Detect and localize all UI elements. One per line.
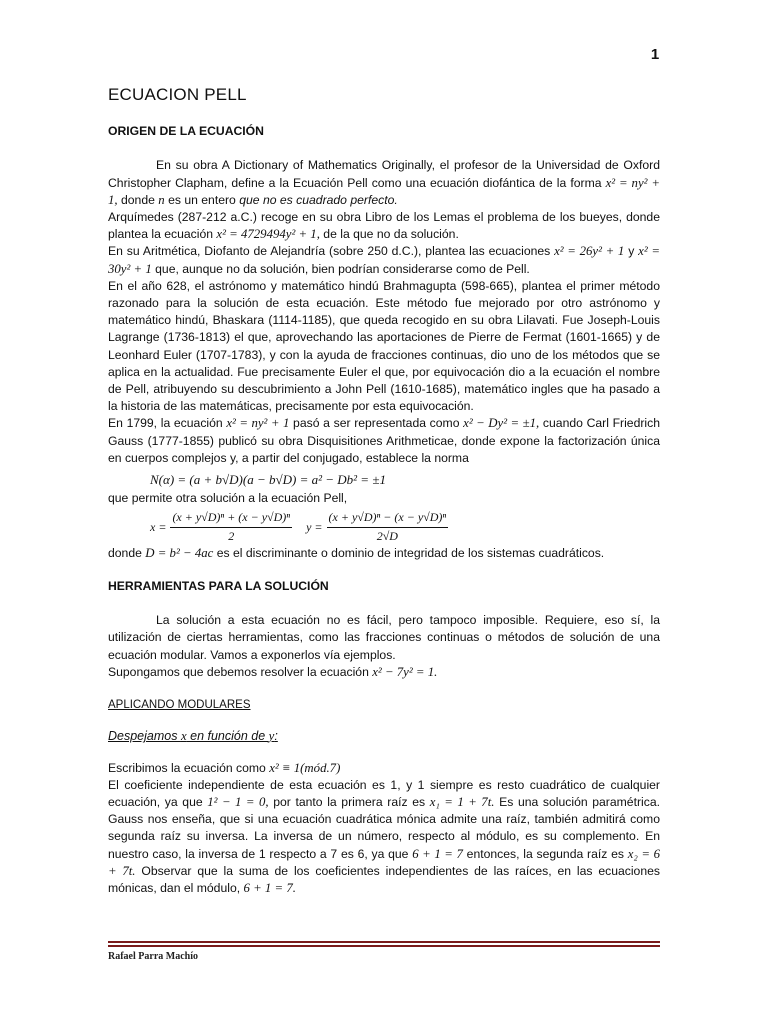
- equation: D = b² − 4ac: [145, 545, 214, 560]
- paragraph: La solución a esta ecuación no es fácil, pero tampoco imposible. Requiere, eso sí, la utilización de ciertas herramientas, como las fracciones continuas o métodos de solución de una ecuación modular. Vamos a exponerlos vía ejemplos.: [108, 613, 660, 662]
- fraction-denominator: 2: [228, 528, 235, 543]
- fraction-denominator: 2√D: [376, 528, 398, 543]
- equation: 6 + 1 = 7: [412, 846, 463, 861]
- paragraph: Supongamos que debemos resolver la ecuación x² − 7y² = 1.: [108, 664, 438, 679]
- section-heading-herramientas: HERRAMIENTAS PARA LA SOLUCIÓN: [108, 579, 329, 594]
- section-heading-origen: ORIGEN DE LA ECUACIÓN: [108, 124, 264, 139]
- paragraph: El coeficiente independiente de esta ecuación es 1, y 1 siempre es resto cuadrático de cualquier ecuación, ya que 1² − 1 = 0, por tanto la primera raíz es x₁ = 1 + 7t. Es una solución paramétrica. Gauss nos enseña, que si una ecuación cuadrática mónica admite una raíz, también admitirá como segunda raíz su inversa. La inversa de un número, respecto al módulo, es su complemento. En nuestro caso, la inversa de 1 respecto a 7 es 6, ya que 6 + 1 = 7 entonces, la segunda raíz es x₂ = 6 + 7t. Observar que la suma de los coeficientes independientes de las raíces, en las ecuaciones mónicas, dan el módulo, 6 + 1 = 7.: [108, 777, 661, 895]
- paragraph: Escribimos la ecuación como x² ≡ 1(mód.7): [108, 760, 341, 775]
- equation: x² = 30y² + 1: [108, 244, 660, 276]
- paragraph: que permite otra solución a la ecuación Pell,: [108, 491, 348, 506]
- variable: n: [158, 192, 165, 207]
- fraction-numerator: (x + y√D)ⁿ + (x − y√D)ⁿ: [170, 509, 292, 527]
- equation: x² − Dy² = ±1,: [463, 416, 540, 431]
- equation: x² − 7y² = 1.: [372, 664, 438, 679]
- paragraph: donde D = b² − 4ac es el discriminante o dominio de integridad de los sistemas cuadráticos.: [108, 545, 605, 560]
- document-title: ECUACION PELL: [108, 85, 247, 104]
- equation: x² = ny² + 1: [226, 416, 290, 431]
- equation: x² = 26y² + 1: [554, 244, 625, 259]
- page-number: 1: [650, 46, 660, 63]
- formula-y: y = $\frac{\text{(x + y√D)ⁿ − (x − y√D)ⁿ}}{2√D}$: [306, 509, 448, 544]
- equation: x² ≡ 1(mód.7): [269, 760, 341, 775]
- paragraph: En su obra A Dictionary of Mathematics Originally, el profesor de la Universidad de Oxford Christopher Clapham, define a la Ecuación Pell como una ecuación diofántica de la forma x² = ny² + 1, donde n es un entero que no es cuadrado perfecto.: [108, 158, 660, 207]
- paragraph: En el año 628, el astrónomo y matemático hindú Brahmagupta (598-665), plantea el primer método razonado para la solución de esta ecuación. Este método fue mejorado por otro astrónomo y matemático hindú, Bhaskara (1114-1185), que queda recogido en su obra Lilavati. Fue Joseph-Louis Lagrange (1736-1813) el que, aprovechando las aportaciones de Pierre de Fermat (1601-1665) y de Leonhard Euler (1707-1783), y con la ayuda de fracciones continuas, dio uno de los métodos que se aplica en la actualidad. Fue precisamente Euler el que, por equivocación dio a la ecuación el nombre de Pell, atribuyendo su descubrimiento a John Pell (1610-1685), matemático ingles que ha pasado a la historia de las matemáticas, precisamente por esta equivocación.: [108, 278, 660, 414]
- equation: x² = 4729494y² + 1,: [216, 227, 320, 242]
- document-body: [108, 86, 660, 897]
- footer-author: Rafael Parra Machío: [108, 951, 198, 962]
- fraction-numerator: (x + y√D)ⁿ − (x − y√D)ⁿ: [327, 509, 449, 527]
- paragraph: En 1799, la ecuación x² = ny² + 1 pasó a ser representada como x² − Dy² = ±1, cuando Carl Friedrich Gauss (1777-1855) publicó su obra Disquisitiones Arithmeticae, donde expone la factorización única en cuerpos complejos y, a partir del conjugado, establece la norma: [108, 416, 660, 465]
- norm-equation: N(α) = (a + b√D)(a − b√D) = a² − Db² = ±1: [150, 472, 386, 488]
- equation: 6 + 1 = 7.: [243, 880, 296, 895]
- footer-rule: [108, 945, 660, 947]
- equation: 1² − 1 = 0,: [207, 794, 269, 809]
- paragraph: En su Aritmética, Diofanto de Alejandría (sobre 250 d.C.), plantea las ecuaciones x² = 26y² + 1 y x² = 30y² + 1 que, aunque no da solución, bien podrían considerarse como de Pell.: [108, 244, 660, 276]
- subsection-heading: Despejamos x en función de y:: [108, 729, 278, 744]
- solution-formulas: [150, 509, 660, 544]
- paragraph: Arquímedes (287-212 a.C.) recoge en su obra Libro de los Lemas el problema de los bueyes, donde plantea la ecuación x² = 4729494y² + 1, de la que no da solución.: [108, 210, 660, 242]
- equation: x² = ny² + 1,: [108, 175, 660, 207]
- footer-rule: [108, 941, 660, 943]
- equation: x₂ = 6 + 7t.: [108, 846, 661, 878]
- formula-x: x = $\frac{\text{(x + y√D)ⁿ + (x − y√D)ⁿ}}{2}$: [150, 509, 292, 544]
- section-heading-modulares: APLICANDO MODULARES: [108, 699, 251, 712]
- equation: x₁ = 1 + 7t.: [429, 794, 495, 809]
